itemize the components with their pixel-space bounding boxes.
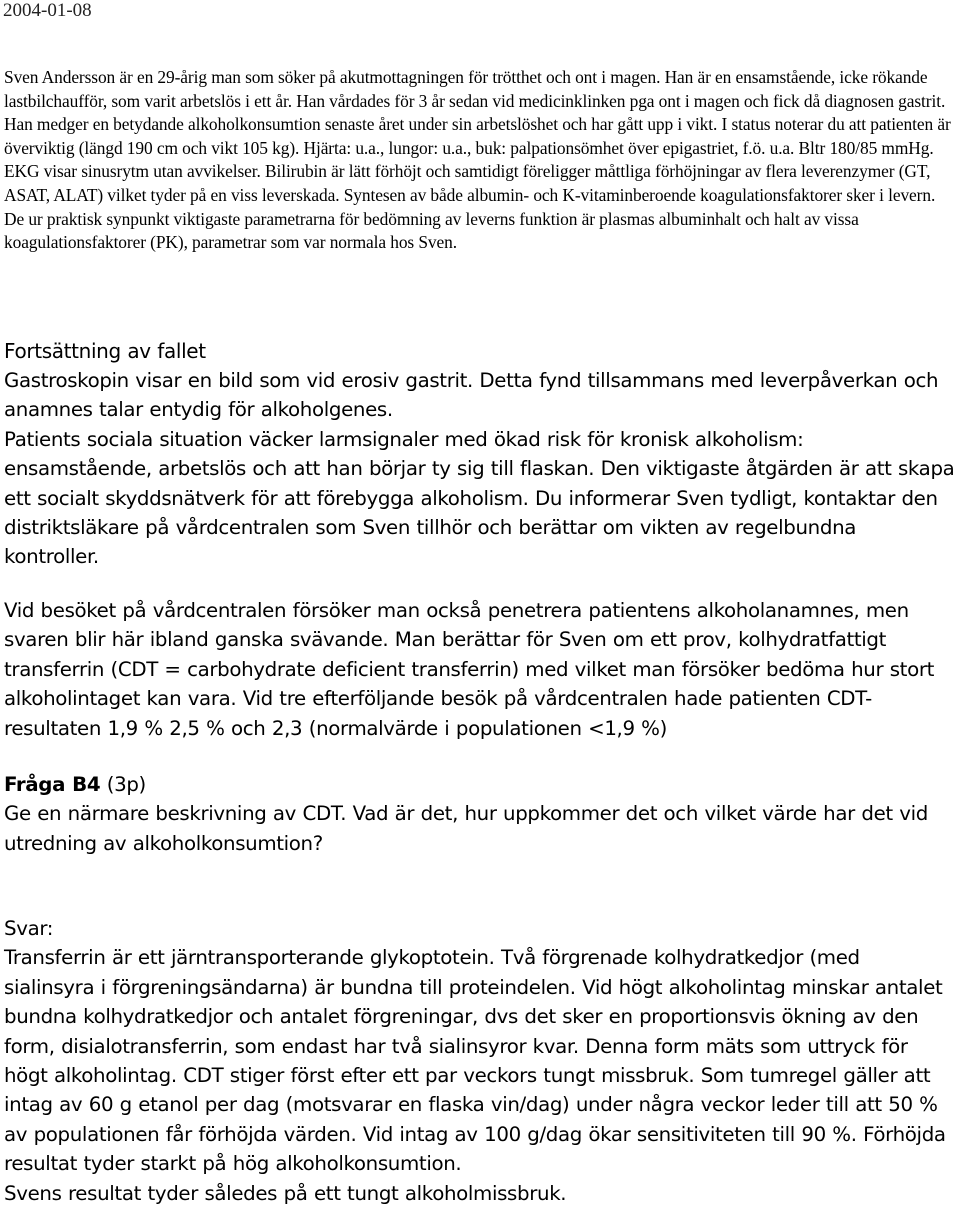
- question-points: (3p): [100, 773, 146, 796]
- continuation-paragraph-2: Patients sociala situation väcker larmsignaler med ökad risk för kronisk alkoholism: ensamstående, arbetslös och att han börjar ty sig till flaskan. Den viktigaste åtgärden är att skapa ett socialt skyddsnätverk för att förebygga alkoholism. Du informerar Sven tydligt, kontaktar den distriktsläkare på vårdcentralen som Sven tillhör och berättar om vikten av regelbundna kontroller.: [4, 427, 955, 569]
- continuation-paragraph-1: Gastroskopin visar en bild som vid erosiv gastrit. Detta fynd tillsammans med leverpåverkan och anamnes talar entydig för alkoholgenes.: [4, 369, 939, 422]
- answer-block: [4, 914, 956, 1208]
- question-text: Ge en närmare beskrivning av CDT. Vad är det, hur uppkommer det och vilket värde har det vid utredning av alkoholkonsumtion?: [4, 802, 928, 855]
- case-intro: [4, 66, 954, 255]
- question-block: [4, 770, 956, 858]
- answer-conclusion: Svens resultat tyder således på ett tungt alkoholmissbruk.: [4, 1181, 567, 1205]
- document-date: 2004-01-08: [3, 0, 92, 21]
- case-intro-text: Sven Andersson är en 29-årig man som söker på akutmottagningen för trötthet och ont i magen. Han är en ensamstående, icke rökande lastbilchaufför, som varit arbetslös i ett år. Han vårdades för 3 år sedan vid medicinklinken pga ont i magen och fick då diagnosen gastrit. Han medger en betydande alkoholkonsumtion senaste året under sin arbetslöshet och har gått upp i vikt. I status noterar du att patienten är överviktig (längd 190 cm och vikt 105 kg). Hjärta: u.a., lungor: u.a., buk: palpationsömhet över epigastriet, f.ö. u.a. Bltr 180/85 mmHg. EKG visar sinusrytm utan avvikelser. Bilirubin är lätt förhöjt och samtidigt föreligger måttliga förhöjningar av flera leverenzymer (GT, ASAT, ALAT) vilket tyder på en viss leverskada. Syntesen av både albumin- och K-vitaminberoende koagulationsfaktorer sker i levern. De ur praktisk synpunkt viktigaste parametrarna för bedömning av leverns funktion är plasmas albuminhalt och halt av vissa koagulationsfaktorer (PK), parametrar som var normala hos Sven.: [4, 67, 951, 253]
- case-continuation: [4, 337, 956, 572]
- answer-text: Transferrin är ett järntransporterande glykoptotein. Två förgrenade kolhydratkedjor (med sialinsyra i förgreningsändarna) är bundna till proteindelen. Vid högt alkoholintag minskar antalet bundna kolhydratkedjor och antalet förgreningar, dvs det sker en proportionsvis ökning av den form, disialotransferrin, som endast har två sialinsyror kvar. Denna form mäts som uttryck för högt alkoholintag. CDT stiger först efter ett par veckors tungt missbruk. Som tumregel gäller att intag av 60 g etanol per dag (motsvarar en flaska vin/dag) under några veckor leder till att 50 % av populationen får förhöjda värden. Vid intag av 100 g/dag ökar sensitiviteten till 90 %. Förhöjda resultat tyder starkt på hög alkoholkonsumtion.: [4, 946, 946, 1176]
- section-heading: Fortsättning av fallet: [4, 339, 206, 363]
- question-title: Fråga B4: [4, 773, 101, 796]
- question-heading: [4, 770, 956, 799]
- answer-label: Svar:: [4, 917, 54, 940]
- continuation-paragraph-3: Vid besöket på vårdcentralen försöker man också penetrera patientens alkoholanamnes, men svaren blir här ibland ganska svävande. Man berättar för Sven om ett prov, kolhydratfattigt transferrin (CDT = carbohydrate deficient transferrin) med vilket man försöker bedöma hur stort alkoholintaget kan vara. Vid tre efterföljande besök på vårdcentralen hade patienten CDT-resultaten 1,9 % 2,5 % och 2,3 (normalvärde i populationen <1,9 %): [4, 599, 935, 740]
- continuation-paragraph-3-block: [4, 596, 956, 743]
